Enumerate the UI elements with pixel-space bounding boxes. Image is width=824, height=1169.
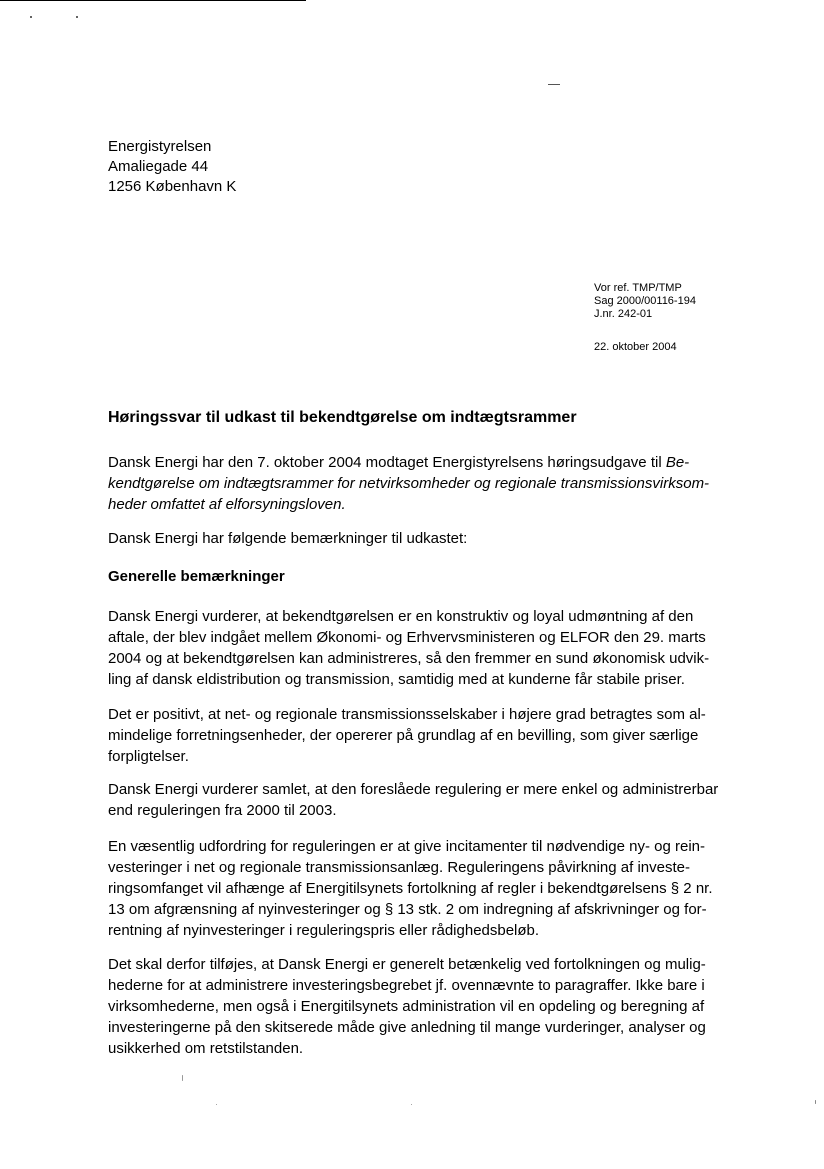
letter-date: 22. oktober 2004	[594, 341, 677, 353]
scan-mark	[548, 84, 560, 85]
case-number: Sag 2000/00116-194	[594, 295, 696, 307]
text-line: vesteringer i net og regionale transmissionsanlæg. Reguleringens påvirkning af investe-	[108, 859, 690, 876]
text-line: En væsentlig udfordring for reguleringen er at give incitamenter til nødvendige ny- og rein-	[108, 838, 705, 855]
text-line: virksomhederne, men også i Energitilsynets administration vil en opdeling og beregning af	[108, 998, 705, 1015]
scan-mark	[182, 1075, 183, 1081]
scan-speck	[216, 1104, 217, 1105]
intro-italic-line: kendtgørelse om indtægtsrammer for netvirksomheder og regionale transmissionsvirksom-	[108, 475, 710, 492]
scan-mark	[815, 1100, 816, 1104]
scan-speck	[76, 16, 78, 18]
intro-italic-start: Be-	[665, 454, 690, 471]
recipient-name: Energistyrelsen	[108, 138, 212, 155]
scan-speck	[411, 1104, 412, 1105]
recipient-city: 1256 København K	[108, 178, 237, 195]
scan-speck	[30, 16, 32, 18]
body-paragraph	[108, 779, 738, 821]
text-line	[108, 452, 738, 473]
text-line: Det er positivt, at net- og regionale transmissionsselskaber i højere grad betragtes som al-	[108, 706, 706, 723]
text-line: mindelige forretningsenheder, der opererer på grundlag af en bevilling, som giver særlige	[108, 727, 699, 744]
body-paragraph	[108, 704, 738, 767]
text-line: 2004 og at bekendtgørelsen kan administreres, så den fremmer en sund økonomisk udvik-	[108, 650, 710, 667]
text-line: 13 om afgrænsning af nyinvesteringer og § 13 stk. 2 om indregning af afskrivninger og for-	[108, 901, 707, 918]
intro-italic-line: heder omfattet af elforsyningsloven.	[108, 496, 346, 513]
text-line: hederne for at administrere investeringsbegrebet jf. ovennævnte to paragraffer. Ikke bare i	[108, 977, 705, 994]
our-reference: Vor ref. TMP/TMP	[594, 282, 682, 294]
text-line: ling af dansk eldistribution og transmission, samtidig med at kunderne får stabile priser.	[108, 671, 685, 688]
body-paragraph	[108, 836, 738, 941]
body-paragraph	[108, 606, 738, 690]
intro-text: Dansk Energi har den 7. oktober 2004 modtaget Energistyrelsens høringsudgave til	[108, 454, 666, 471]
intro-paragraph	[108, 452, 738, 515]
scan-top-rule	[0, 0, 306, 1]
text-line: Dansk Energi vurderer, at bekendtgørelsen er en konstruktiv og loyal udmøntning af den	[108, 608, 694, 625]
section-heading: Generelle bemærkninger	[108, 568, 285, 585]
text-line: end reguleringen fra 2000 til 2003.	[108, 802, 337, 819]
text-line: rentning af nyinvesteringer i reguleringspris eller rådighedsbeløb.	[108, 922, 540, 939]
reference-block	[594, 282, 696, 321]
text-line: Dansk Energi vurderer samlet, at den foreslåede regulering er mere enkel og administrerbar	[108, 781, 719, 798]
journal-number: J.nr. 242-01	[594, 308, 653, 320]
text-line: aftale, der blev indgået mellem Økonomi- og Erhvervsministeren og ELFOR den 29. marts	[108, 629, 706, 646]
remarks-intro	[108, 528, 738, 549]
text-line: ringsomfanget vil afhænge af Energitilsynets fortolkning af regler i bekendtgørelsens § 2 nr.	[108, 880, 713, 897]
text-line: Dansk Energi har følgende bemærkninger til udkastet:	[108, 530, 468, 547]
letter-title: Høringssvar til udkast til bekendtgørelse om indtægtsrammer	[108, 409, 577, 426]
text-line: Det skal derfor tilføjes, at Dansk Energi er generelt betænkelig ved fortolkningen og mulig-	[108, 956, 706, 973]
recipient-street: Amaliegade 44	[108, 158, 209, 175]
text-line: investeringerne på den skitserede måde give anledning til mange vurderinger, analyser og	[108, 1019, 706, 1036]
recipient-address	[108, 137, 236, 197]
text-line: usikkerhed om retstilstanden.	[108, 1040, 304, 1057]
text-line: forpligtelser.	[108, 748, 189, 765]
body-paragraph	[108, 954, 738, 1059]
